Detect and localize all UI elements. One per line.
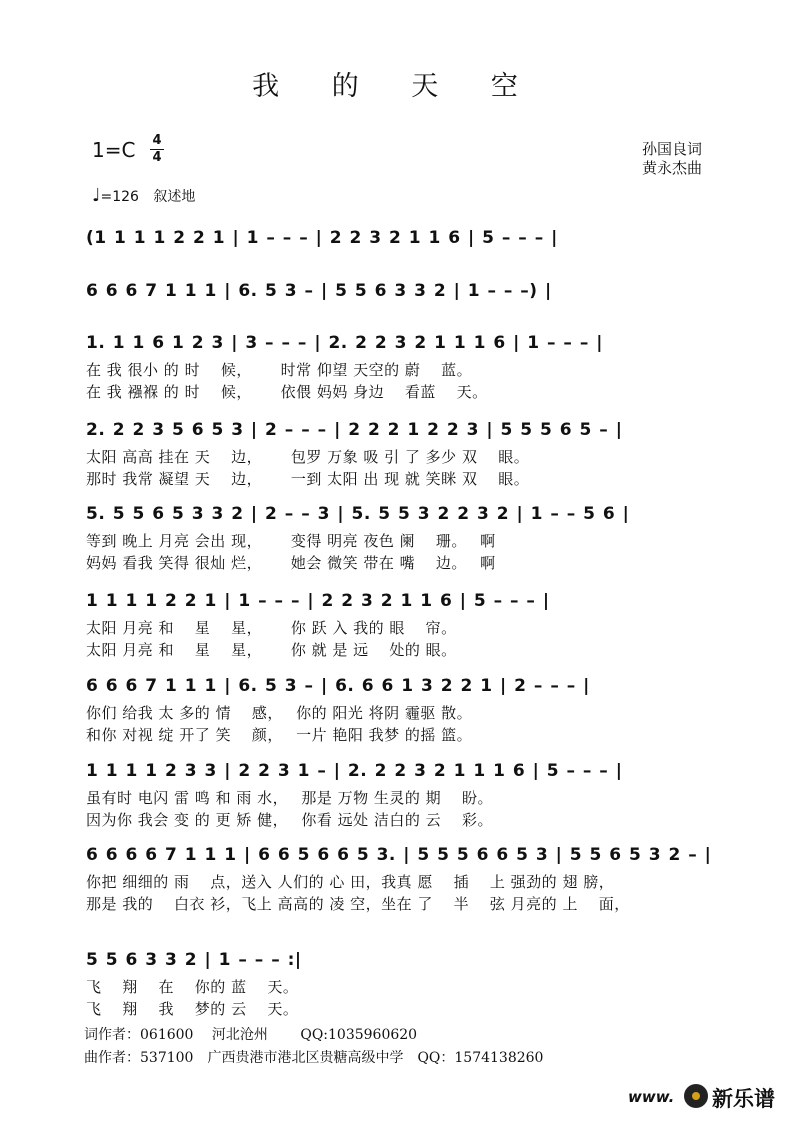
lyricist-info: 词作者：061600 河北沧州 QQ:1035960620 xyxy=(84,1027,418,1043)
time-signature-bottom: 4 xyxy=(152,150,162,165)
lyric-line: 虽有时 电闪 雷 鸣 和 雨 水， 那是 万物 生灵的 期 盼。 xyxy=(86,789,493,807)
staff-line: 6 6 6 6 7 1 1 1 | 6 6 5 6 6 5 3. | 5 5 5 6 6 5 3 | 5 5 6 5 3 2 – | xyxy=(86,845,712,865)
staff-line: 2. 2 2 3 5 6 5 3 | 2 – – – | 2 2 2 1 2 2 3 | 5 5 5 6 5 – | xyxy=(86,420,623,440)
staff-line: 6 6 6 7 1 1 1 | 6. 5 3 – | 5 5 6 3 3 2 | 1 – – –) | xyxy=(86,281,552,301)
lyric-line: 飞 翔 在 你的 蓝 天。 xyxy=(86,978,299,996)
staff-line: 1 1 1 1 2 3 3 | 2 2 3 1 – | 2. 2 2 3 2 1 1 1 6 | 5 – – – | xyxy=(86,761,623,781)
lyric-line: 妈妈 看我 笑得 很灿 烂， 她会 微笑 带在 嘴 边。 啊 xyxy=(86,554,496,572)
lyric-line: 太阳 月亮 和 星 星， 你 跃 入 我的 眼 帘。 xyxy=(86,619,457,637)
lyric-line: 太阳 高高 挂在 天 边， 包罗 万象 吸 引 了 多少 双 眼。 xyxy=(86,448,530,466)
lyric-line: 那时 我常 凝望 天 边， 一到 太阳 出 现 就 笑眯 双 眼。 xyxy=(86,470,530,488)
key-signature: 1=C xyxy=(92,138,136,162)
lyric-line: 你把 细细的 雨 点，送入 人们的 心 田，我真 愿 插 上 强劲的 翅 膀， xyxy=(86,873,615,891)
time-signature xyxy=(150,134,164,165)
composer-credit: 黄永杰曲 xyxy=(641,159,702,177)
staff-line: 1. 1 1 6 1 2 3 | 3 – – – | 2. 2 2 3 2 1 1 1 6 | 1 – – – | xyxy=(86,333,603,353)
time-signature-top: 4 xyxy=(152,133,162,148)
staff-line: 5. 5 5 6 5 3 3 2 | 2 – – 3 | 5. 5 5 3 2 2 3 2 | 1 – – 5 6 | xyxy=(86,504,630,524)
lyric-line: 和你 对视 绽 开了 笑 颜， 一片 艳阳 我梦 的摇 篮。 xyxy=(86,726,473,744)
site-logo[interactable] xyxy=(628,1082,778,1112)
quarter-note-icon: ♩ xyxy=(92,185,101,206)
lyric-line: 那是 我的 白衣 衫，飞上 高高的 凌 空，坐在 了 半 弦 月亮的 上 面， xyxy=(86,895,630,913)
logo-brand-text: 新乐谱 xyxy=(712,1087,775,1111)
staff-line: (1 1 1 1 2 2 1 | 1 – – – | 2 2 3 2 1 1 6 | 5 – – – | xyxy=(86,228,558,248)
composer-info: 曲作者：537100 广西贵港市港北区贵糖高级中学 QQ：1574138260 xyxy=(84,1050,544,1066)
lyric-line: 在 我 襁褓 的 时 候， 依偎 妈妈 身边 看蓝 天。 xyxy=(86,383,488,401)
tempo-marking xyxy=(92,185,195,206)
staff-line: 6 6 6 7 1 1 1 | 6. 5 3 – | 6. 6 6 1 3 2 2 1 | 2 – – – | xyxy=(86,676,590,696)
tempo-bpm: =126 xyxy=(100,189,139,205)
page-title: 我 的 天 空 xyxy=(252,71,540,102)
lyric-line: 等到 晚上 月亮 会出 现， 变得 明亮 夜色 阑 珊。 啊 xyxy=(86,532,496,550)
lyric-line: 你们 给我 太 多的 情 感， 你的 阳光 将阴 霾驱 散。 xyxy=(86,704,473,722)
lyric-line: 在 我 很小 的 时 候， 时常 仰望 天空的 蔚 蓝。 xyxy=(86,361,473,379)
lyric-line: 太阳 月亮 和 星 星， 你 就 是 远 处的 眼。 xyxy=(86,641,457,659)
lyric-line: 飞 翔 我 梦的 云 天。 xyxy=(86,1000,299,1018)
staff-line: 1 1 1 1 2 2 1 | 1 – – – | 2 2 3 2 1 1 6 | 5 – – – | xyxy=(86,591,550,611)
staff-line: 5 5 6 3 3 2 | 1 – – – :| xyxy=(86,950,302,970)
lyric-line: 因为你 我会 变 的 更 矫 健， 你看 远处 洁白的 云 彩。 xyxy=(86,811,493,829)
tempo-expression: 叙述地 xyxy=(153,189,196,205)
vinyl-disc-icon xyxy=(684,1084,708,1108)
lyricist-credit: 孙国良词 xyxy=(641,140,702,158)
logo-site-text: www. xyxy=(628,1088,675,1106)
